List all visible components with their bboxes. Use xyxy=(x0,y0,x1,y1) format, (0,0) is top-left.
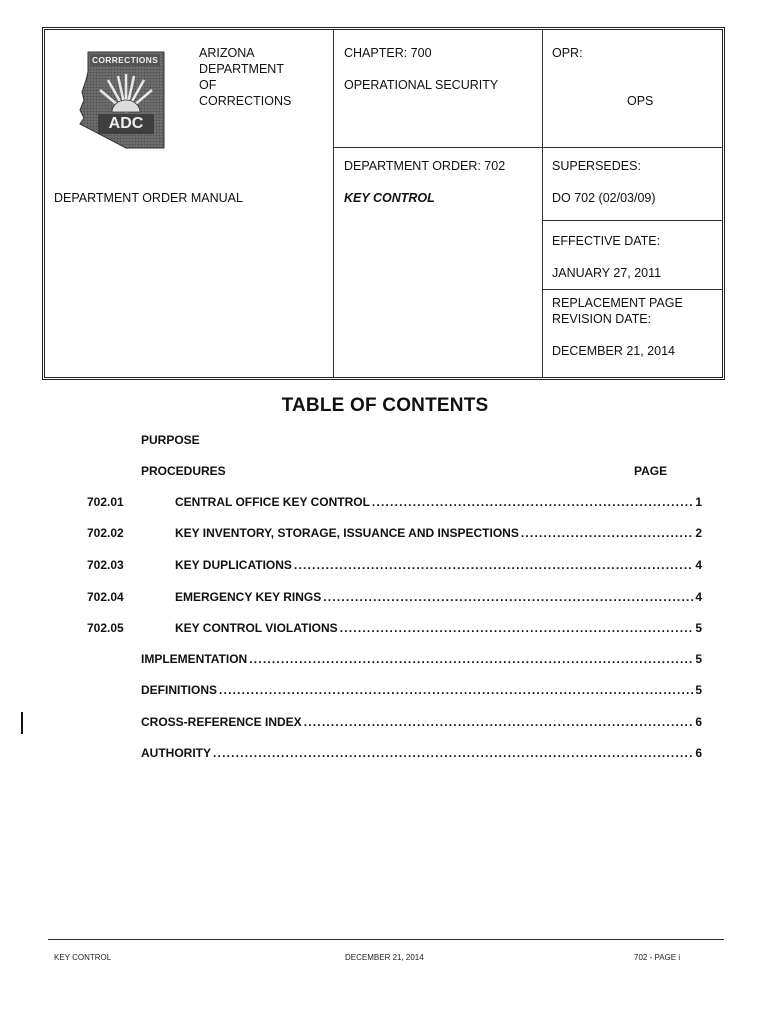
footer-center: DECEMBER 21, 2014 xyxy=(345,953,424,962)
toc-section-page: 5 xyxy=(695,683,702,697)
footer-right: 702 - PAGE i xyxy=(634,953,681,962)
replacement-label-line: REPLACEMENT PAGE xyxy=(552,296,683,310)
toc-entry-number: 702.01 xyxy=(87,495,124,509)
toc-section-page: 6 xyxy=(695,715,702,729)
chapter-title: OPERATIONAL SECURITY xyxy=(344,78,499,92)
dot-leader xyxy=(294,558,693,572)
toc-entry-number: 702.05 xyxy=(87,621,124,635)
toc-purpose: PURPOSE xyxy=(141,433,200,447)
toc-section-title: DEFINITIONS xyxy=(141,683,218,697)
opr-label: OPR: xyxy=(552,46,583,60)
header-divider xyxy=(333,147,723,148)
toc-entry[interactable] xyxy=(175,621,702,635)
toc-entry-page: 5 xyxy=(695,621,702,635)
footer-rule xyxy=(48,939,724,940)
replacement-label-line: REVISION DATE: xyxy=(552,312,652,326)
order-label: DEPARTMENT ORDER: 702 xyxy=(344,159,506,173)
header-divider xyxy=(542,29,543,377)
toc-entry[interactable] xyxy=(175,590,702,604)
toc-page-header: PAGE xyxy=(634,464,668,478)
toc-entry-title: KEY INVENTORY, STORAGE, ISSUANCE AND INSPECTIONS xyxy=(175,526,519,540)
chapter-label: CHAPTER: 700 xyxy=(344,46,432,60)
toc-entry-page: 2 xyxy=(695,526,702,540)
effective-label: EFFECTIVE DATE: xyxy=(552,234,661,248)
toc-entry[interactable] xyxy=(175,558,702,572)
effective-value: JANUARY 27, 2011 xyxy=(552,266,662,280)
toc-entry-number: 702.02 xyxy=(87,526,124,540)
dot-leader xyxy=(323,590,693,604)
agency-line: DEPARTMENT xyxy=(199,62,284,76)
toc-section[interactable] xyxy=(141,683,702,697)
supersedes-value: DO 702 (02/03/09) xyxy=(552,191,656,205)
order-title: KEY CONTROL xyxy=(344,191,435,205)
header-divider xyxy=(333,29,334,377)
toc-entry[interactable] xyxy=(175,526,702,540)
supersedes-label: SUPERSEDES: xyxy=(552,159,641,173)
manual-name: DEPARTMENT ORDER MANUAL xyxy=(54,191,243,205)
dot-leader xyxy=(340,621,694,635)
toc-entry-title: EMERGENCY KEY RINGS xyxy=(175,590,322,604)
adc-logo xyxy=(74,50,170,150)
toc-section[interactable] xyxy=(141,652,702,666)
agency-line: ARIZONA xyxy=(199,46,255,60)
text-cursor xyxy=(21,712,23,734)
toc-section-title: AUTHORITY xyxy=(141,746,211,760)
toc-procedures: PROCEDURES xyxy=(141,464,226,478)
replacement-label xyxy=(552,295,683,327)
opr-value: OPS xyxy=(627,94,654,108)
logo-bottom-text: ADC xyxy=(108,115,144,132)
toc-entry-number: 702.04 xyxy=(87,590,124,604)
header-divider xyxy=(542,220,723,221)
dot-leader xyxy=(249,652,693,666)
toc-section-page: 5 xyxy=(695,652,702,666)
dot-leader xyxy=(372,495,693,509)
footer-left: KEY CONTROL xyxy=(54,953,112,962)
header-divider xyxy=(542,289,723,290)
agency-line: OF xyxy=(199,78,217,92)
toc-title: TABLE OF CONTENTS xyxy=(281,395,489,416)
toc-entry-page: 4 xyxy=(695,590,702,604)
toc-entry[interactable] xyxy=(175,495,702,509)
toc-section-page: 6 xyxy=(695,746,702,760)
toc-entry-page: 4 xyxy=(695,558,702,572)
agency-line: CORRECTIONS xyxy=(199,94,292,108)
dot-leader xyxy=(304,715,694,729)
toc-entry-title: KEY DUPLICATIONS xyxy=(175,558,292,572)
toc-entry-title: KEY CONTROL VIOLATIONS xyxy=(175,621,338,635)
replacement-value: DECEMBER 21, 2014 xyxy=(552,344,675,358)
agency-name xyxy=(199,45,291,109)
dot-leader xyxy=(521,526,693,540)
toc-section-title: IMPLEMENTATION xyxy=(141,652,248,666)
toc-section[interactable] xyxy=(141,715,702,729)
logo-top-text: CORRECTIONS xyxy=(91,55,159,65)
toc-entry-page: 1 xyxy=(695,495,702,509)
toc-entry-title: CENTRAL OFFICE KEY CONTROL xyxy=(175,495,370,509)
toc-section[interactable] xyxy=(141,746,702,760)
dot-leader xyxy=(219,683,693,697)
dot-leader xyxy=(213,746,693,760)
toc-section-title: CROSS-REFERENCE INDEX xyxy=(141,715,302,729)
toc-entry-number: 702.03 xyxy=(87,558,124,572)
